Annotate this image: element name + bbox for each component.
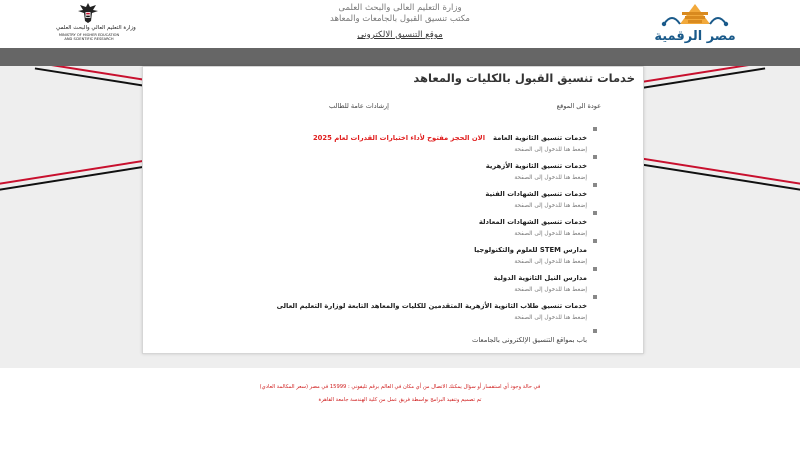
footer-contact xyxy=(0,381,800,407)
bullet-icon xyxy=(593,267,597,271)
service-link[interactable]: إضغط هنا للدخول إلى الصفحة xyxy=(514,315,587,321)
bullet-icon xyxy=(593,329,597,333)
bullet-icon xyxy=(593,155,597,159)
bullet-icon xyxy=(593,127,597,131)
service-title[interactable]: مدارس النيل الثانوية الدولية xyxy=(493,274,587,282)
university-portal-link[interactable]: باب بمواقع التنسيق الإلكترونى بالجامعات xyxy=(471,336,587,344)
service-item-equivalent[interactable] xyxy=(147,209,587,237)
university-portal-item[interactable] xyxy=(147,327,587,346)
service-title[interactable]: خدمات تنسيق الشهادات المعادلة xyxy=(478,218,587,226)
egypt-eagle-emblem-icon xyxy=(76,2,100,24)
footer-credits-text: تم تصميم وتنفيذ البرامج بواسطة فريق عمل من كلية الهندسة جامعة القاهرة xyxy=(318,397,482,403)
service-link[interactable]: إضغط هنا للدخول إلى الصفحة xyxy=(514,287,587,293)
ministry-name: وزارة التعليم العالى والبحث العلمى xyxy=(338,3,462,13)
student-guidelines-link[interactable]: إرشادات عامة للطالب xyxy=(329,102,389,110)
ministry-logo-english: MINISTRY OF HIGHER EDUCATION AND SCIENTIFIC RESEARCH xyxy=(58,33,120,41)
ministry-logo[interactable] xyxy=(56,2,136,46)
service-title[interactable]: خدمات تنسيق الشهادات الفنية xyxy=(485,190,587,198)
service-alert[interactable]: الان الحجز مفتوح لأداء اختبارات القدرات لعام 2025 xyxy=(312,134,486,142)
ministry-heading xyxy=(300,3,500,40)
bullet-icon xyxy=(593,239,597,243)
service-link[interactable]: إضغط هنا للدخول إلى الصفحة xyxy=(514,231,587,237)
service-link[interactable]: إضغط هنا للدخول إلى الصفحة xyxy=(514,203,587,209)
service-item-technical[interactable] xyxy=(147,181,587,209)
service-link[interactable]: إضغط هنا للدخول إلى الصفحة xyxy=(514,259,587,265)
service-title[interactable]: خدمات تنسيق الثانوية الأزهرية xyxy=(485,162,587,170)
site-link[interactable]: موقع التنسيق الالكترونى xyxy=(357,30,443,40)
footer-hotline-text: في حالة وجود أي استفسار أو سؤال يمكنك الاتصال من أي مكان في العالم برقم تليفوني : 15999 في مصر (سعر المكالمة العادي) xyxy=(259,384,541,390)
site-header xyxy=(0,0,800,48)
bullet-icon xyxy=(593,295,597,299)
digital-egypt-logo[interactable] xyxy=(652,2,738,46)
service-title[interactable]: خدمات تنسيق الثانوية العامة xyxy=(493,134,587,142)
service-title[interactable]: مدارس STEM للعلوم والتكنولوجيا xyxy=(474,246,587,254)
service-item-general-secondary[interactable] xyxy=(147,125,587,153)
service-link[interactable]: إضغط هنا للدخول إلى الصفحة xyxy=(514,175,587,181)
service-link[interactable]: إضغط هنا للدخول إلى الصفحة xyxy=(514,147,587,153)
top-grey-bar xyxy=(0,48,800,66)
service-title[interactable]: خدمات تنسيق طلاب الثانوية الأزهرية المتقدمين للكليات والمعاهد التابعة لوزارة التعليم العالى xyxy=(276,302,587,310)
service-item-nile-schools[interactable] xyxy=(147,265,587,293)
bullet-icon xyxy=(593,211,597,215)
digital-egypt-logo-icon xyxy=(652,2,738,32)
office-name: مكتب تنسيق القبول بالجامعات والمعاهد xyxy=(330,14,470,24)
bullet-icon xyxy=(593,183,597,187)
ministry-logo-arabic: وزارة التعليم العالي والبحث العلمي xyxy=(56,25,136,31)
service-item-stem[interactable] xyxy=(147,237,587,265)
back-to-site-link[interactable]: عودة الى الموقع xyxy=(556,102,601,110)
service-item-azhar[interactable] xyxy=(147,153,587,181)
brand-logo-text: مصر الرقمية xyxy=(654,29,736,44)
page-title: خدمات تنسيق القبول بالكليات والمعاهد xyxy=(413,71,635,85)
service-item-azhar-to-mohe[interactable] xyxy=(147,293,587,321)
services-panel xyxy=(142,66,644,354)
